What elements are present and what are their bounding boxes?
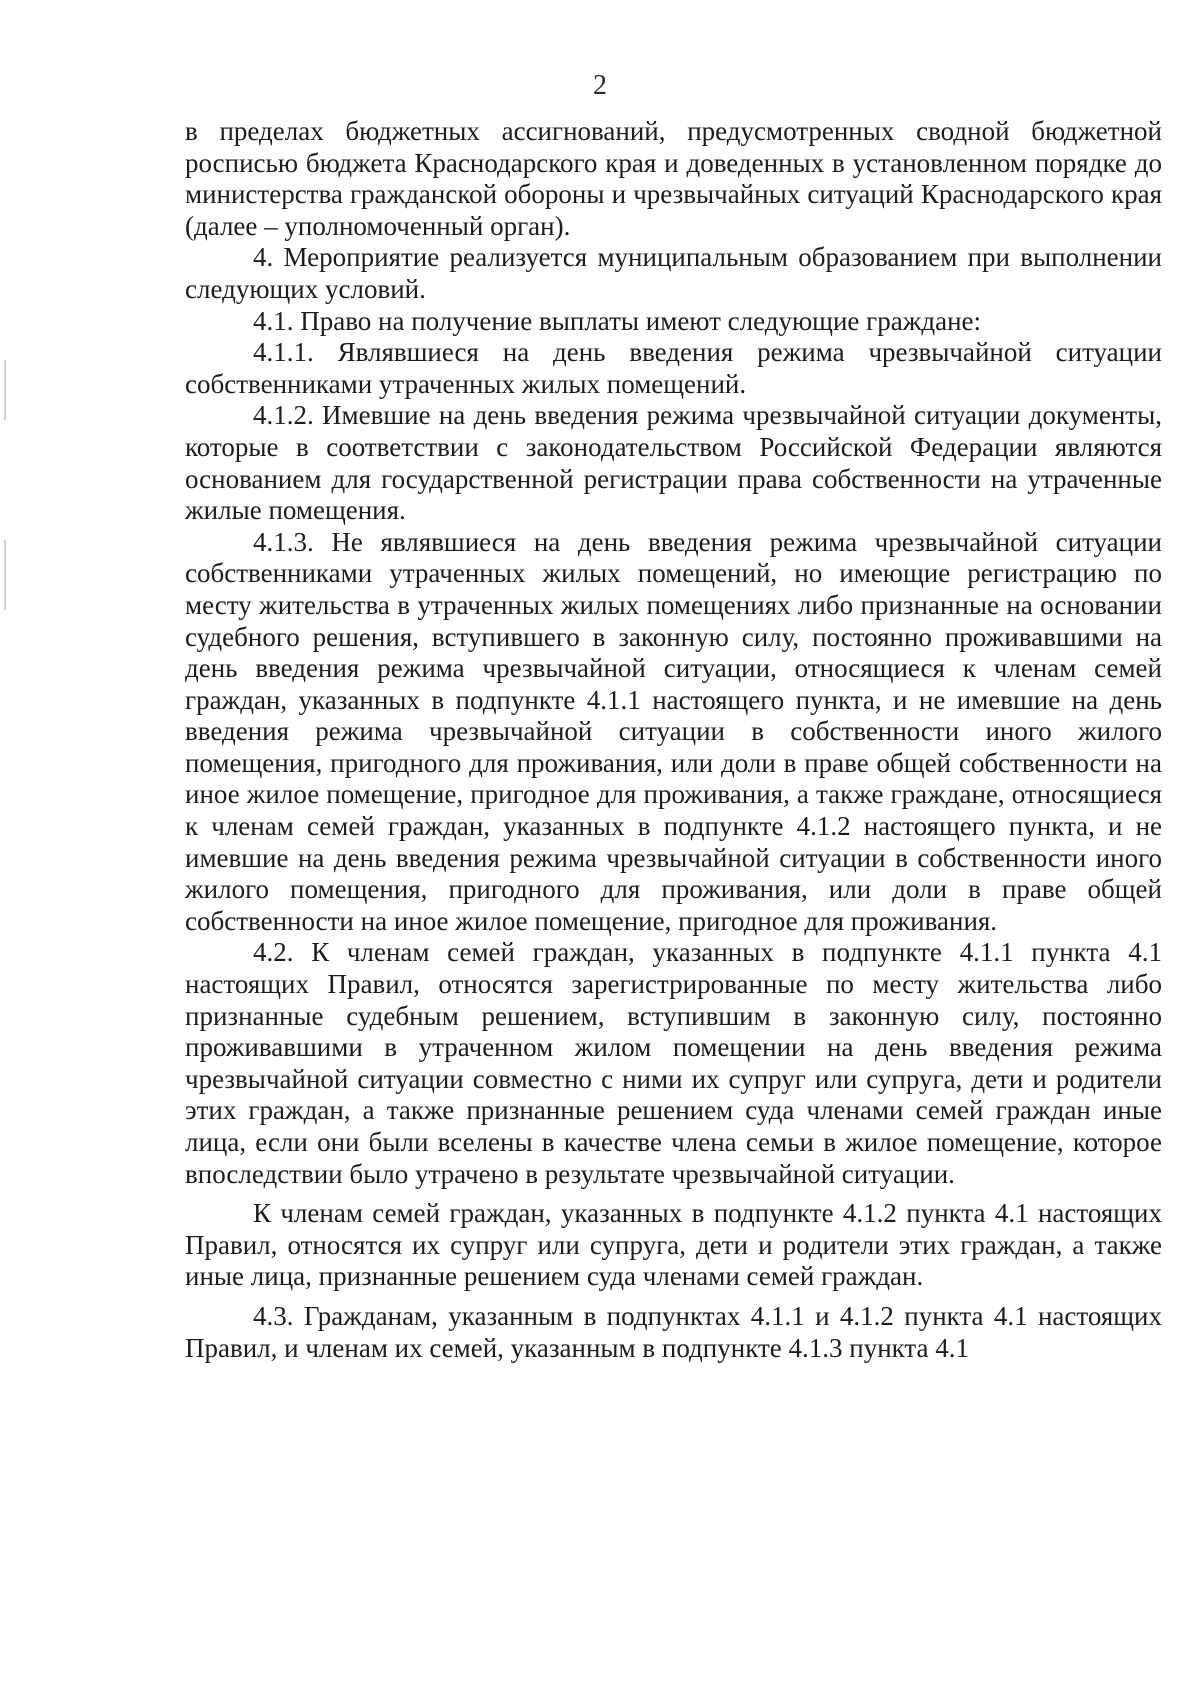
scan-artifact-mark	[4, 540, 6, 610]
paragraph-continuation: в пределах бюджетных ассигнований, предусмотренных сводной бюджетной росписью бюджета Краснодарского края и доведенных в установленном порядке до министерства гражданской обороны и чрезвычайных ситуаций Краснодарского края (далее – уполномоченный орган).	[185, 116, 1162, 241]
paragraph-clause-4-1-1: 4.1.1. Являвшиеся на день введения режима чрезвычайной ситуации собственниками утраченных жилых помещений.	[185, 337, 1162, 399]
scan-artifact-mark	[4, 360, 6, 420]
document-body	[185, 116, 1162, 1364]
page-number: 2	[593, 70, 607, 101]
paragraph-clause-4-3: 4.3. Гражданам, указанным в подпунктах 4.1.1 и 4.1.2 пункта 4.1 настоящих Правил, и членам их семей, указанным в подпункте 4.1.3 пункта 4.1	[185, 1300, 1162, 1363]
paragraph-clause-4-1-3: 4.1.3. Не являвшиеся на день введения режима чрезвычайной ситуации собственниками утраченных жилых помещений, но имеющие регистрацию по месту жительства в утраченных жилых помещениях либо признанные на основании судебного решения, вступившего в законную силу, постоянно проживавшими на день введения режима чрезвычайной ситуации, относящиеся к членам семей граждан, указанных в подпункте 4.1.1 настоящего пункта, и не имевшие на день введения режима чрезвычайной ситуации в собственности иного жилого помещения, пригодного для проживания, или доли в праве общей собственности на иное жилое помещение, пригодное для проживания, а также граждане, относящиеся к членам семей граждан, указанных в подпункте 4.1.2 настоящего пункта, и не имевшие на день введения режима чрезвычайной ситуации в собственности иного жилого помещения, пригодного для проживания, или доли в праве общей собственности на иное жилое помещение, пригодное для проживания.	[185, 526, 1162, 936]
paragraph-clause-4-1: 4.1. Право на получение выплаты имеют следующие граждане:	[253, 305, 981, 336]
paragraph-clause-4: 4. Мероприятие реализуется муниципальным образованием при выполнении следующих условий.	[185, 242, 1162, 304]
paragraph-family-members: К членам семей граждан, указанных в подпункте 4.1.2 пункта 4.1 настоящих Правил, относятся их супруг или супруга, дети и родители этих граждан, а также иные лица, признанные решением суда членами семей граждан.	[185, 1198, 1162, 1292]
paragraph-clause-4-2: 4.2. К членам семей граждан, указанных в подпункте 4.1.1 пункта 4.1 настоящих Правил, относятся зарегистрированные по месту жительства либо признанные судебным решением, вступившим в законную силу, постоянно проживавшими в утраченном жилом помещении на день введения режима чрезвычайной ситуации совместно с ними их супруг или супруга, дети и родители этих граждан, а также признанные решением суда членами семей граждан иные лица, если они были вселены в качестве члена семьи в жилое помещение, которое впоследствии было утрачено в результате чрезвычайной ситуации.	[185, 937, 1162, 1189]
paragraph-clause-4-1-2: 4.1.2. Имевшие на день введения режима чрезвычайной ситуации документы, которые в соответствии с законодательством Российской Федерации являются основанием для государственной регистрации права собственности на утраченные жилые помещения.	[185, 400, 1162, 526]
